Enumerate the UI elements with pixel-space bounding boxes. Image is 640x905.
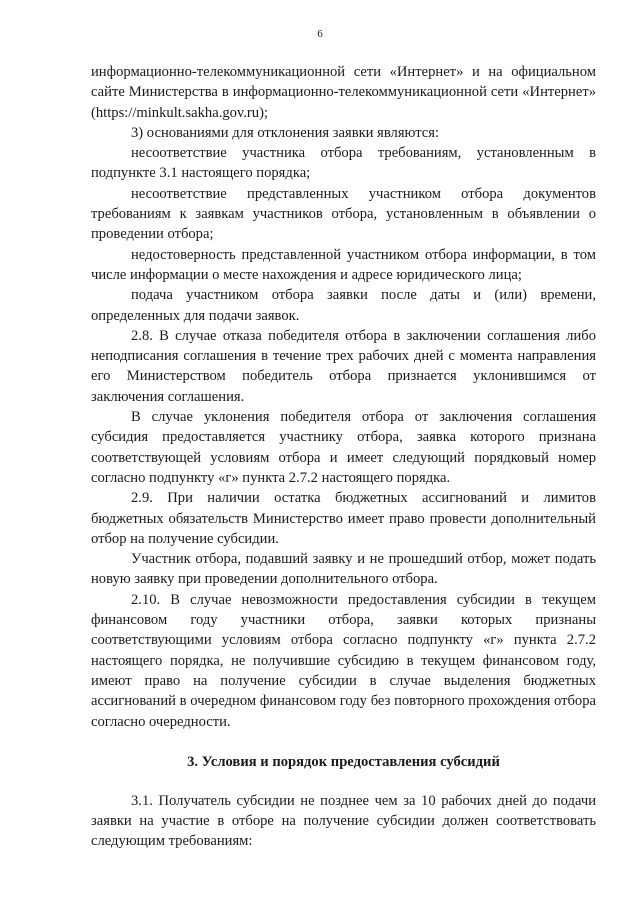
- paragraph: Участник отбора, подавший заявку и не прошедший отбор, может подать новую заявку при проведении дополнительного отбора.: [91, 551, 596, 588]
- paragraph: 2.10. В случае невозможности предоставления субсидии в текущем финансовом году участники отбора, заявки которых признаны соответствующими условиям отбора согласно подпункту «г» пункта 2.7.2 настоящего порядка, не получившие субсидию в текущем финансовом году, имеют право на получение субсидии в случае выделения бюджетных ассигнований в очередном финансовом году без повторного прохождения отбора согласно очередности.: [91, 591, 596, 730]
- paragraph: 2.8. В случае отказа победителя отбора в заключении соглашения либо неподписания соглашения в течение трех рабочих дней с момента направления его Министерством победитель отбора признается уклонившимся от заключения соглашения.: [91, 327, 596, 405]
- paragraph: 2.9. При наличии остатка бюджетных ассигнований и лимитов бюджетных обязательств Министерство имеет право провести дополнительный отбор на получение субсидии.: [91, 490, 596, 547]
- section-3-text: [91, 791, 596, 852]
- page-number: 6: [317, 28, 323, 40]
- paragraph: несоответствие участника отбора требованиям, установленным в подпункте 3.1 настоящего порядка;: [91, 145, 596, 182]
- paragraph: несоответствие представленных участником отбора документов требованиям к заявкам участников отбора, установленным в объявлении о проведении отбора;: [91, 185, 596, 243]
- document-body: [91, 62, 596, 852]
- section-2-text: [91, 62, 596, 732]
- paragraph: 3) основаниями для отклонения заявки являются:: [131, 124, 440, 141]
- section-heading: 3. Условия и порядок предоставления субсидий: [187, 753, 500, 770]
- paragraph: В случае уклонения победителя отбора от заключения соглашения субсидия предоставляется участнику отбора, заявка которого признана соответствующей условиям отбора и имеет следующий порядковый номер согласно подпункту «г» пункта 2.7.2 настоящего порядка.: [91, 409, 596, 486]
- paragraph: недостоверность представленной участником отбора информации, в том числе информации о месте нахождения и адресе юридического лица;: [91, 246, 596, 283]
- paragraph: 3.1. Получатель субсидии не позднее чем за 10 рабочих дней до подачи заявки на участие в отборе на получение субсидии должен соответствовать следующим требованиям:: [91, 792, 596, 850]
- paragraph: информационно-телекоммуникационной сети «Интернет» и на официальном сайте Министерства в информационно-телекоммуникационной сети «Интернет» (https://minkult.sakha.gov.ru);: [91, 64, 596, 121]
- paragraph: подача участником отбора заявки после даты и (или) времени, определенных для подачи заявок.: [91, 287, 596, 324]
